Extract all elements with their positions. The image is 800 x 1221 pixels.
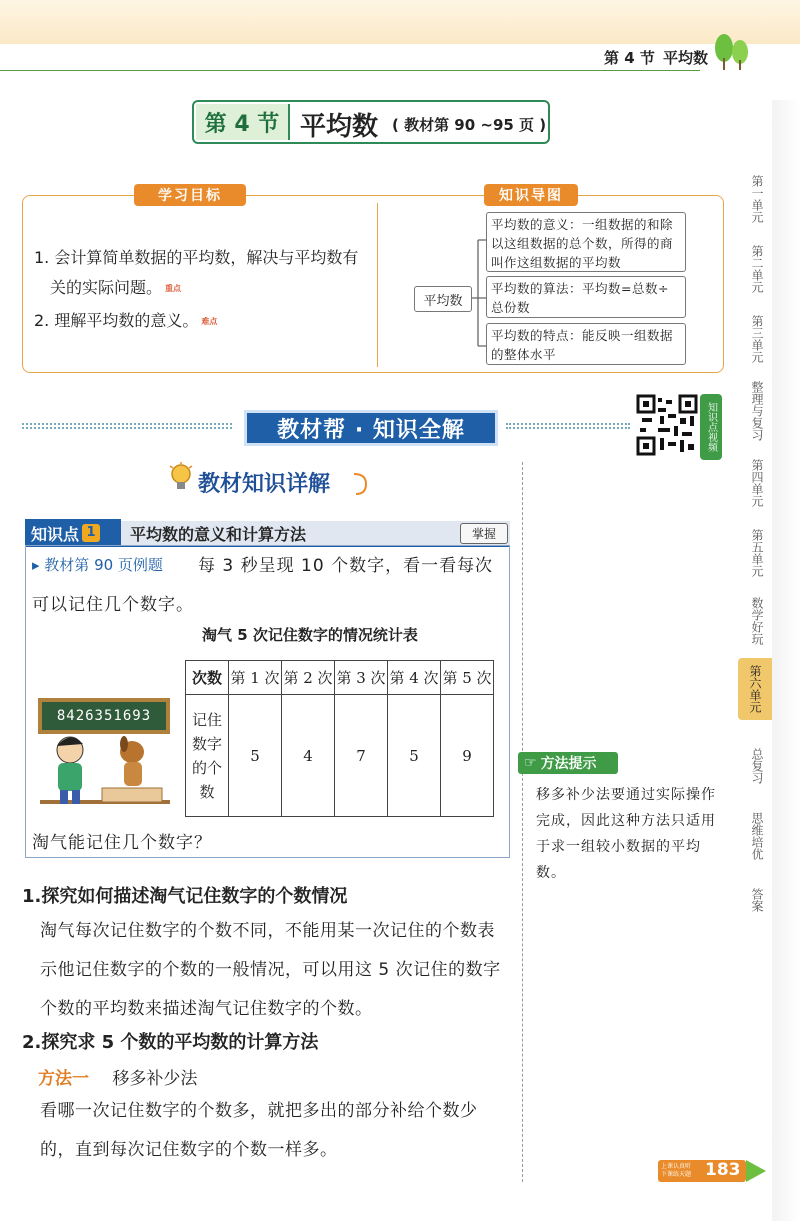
top-band xyxy=(0,0,800,44)
knowledge-point-tag xyxy=(25,519,121,547)
row-label-cell xyxy=(186,695,229,817)
method-line xyxy=(38,1064,197,1089)
kp-tag-label: 知识点 xyxy=(31,524,80,544)
knowledge-point-title: 平均数的意义和计算方法 xyxy=(130,525,307,544)
subtitle: 教材知识详解 xyxy=(198,472,331,497)
example-ref: ▸ 教材第 90 页例题 xyxy=(32,556,163,574)
section-name: 平均数 xyxy=(300,112,379,142)
mindmap-ribbon: 知识导图 xyxy=(484,184,578,206)
banner-dots-left-2 xyxy=(22,427,232,437)
goal-1-text: 1. 会计算简单数据的平均数，解决与平均数有 xyxy=(34,248,359,267)
side-tab[interactable]: 第三单元 xyxy=(750,315,764,363)
kp-number: 1 xyxy=(82,524,100,542)
qr-video-label: 知识点视频 xyxy=(700,394,722,460)
pointing-hand-icon: ☞ xyxy=(524,755,537,771)
footer-note-2: 下课练天题 xyxy=(661,1171,692,1178)
row-label-line: 的个 xyxy=(191,758,222,777)
side-tab[interactable]: 第一单元 xyxy=(750,175,764,223)
mindmap-item-feature: 平均数的特点：能反映一组数据的整体水平 xyxy=(486,323,686,365)
section-label: 第 4 节 xyxy=(196,104,290,140)
column-header: 第 1 次 xyxy=(229,661,282,695)
table-row xyxy=(186,695,494,817)
header-section: 第 4 节 xyxy=(604,49,655,67)
method-tip-tag xyxy=(518,752,618,774)
step-2-heading: 2.探究求 5 个数的平均数的计算方法 xyxy=(22,1032,319,1053)
goal-2-text: 2. 理解平均数的意义。 xyxy=(34,311,199,330)
tip-tag-label: 方法提示 xyxy=(540,756,597,772)
side-tab[interactable]: 数学好玩 xyxy=(750,597,764,645)
row-label-line: 记住 xyxy=(191,710,222,729)
side-tab[interactable]: 第六单元 xyxy=(738,658,772,720)
column-header: 第 2 次 xyxy=(282,661,335,695)
classroom-illustration xyxy=(40,730,170,820)
column-header: 第 5 次 xyxy=(441,661,494,695)
banner-dots-right-2 xyxy=(506,427,630,437)
goals-ribbon: 学习目标 xyxy=(134,184,246,206)
side-tab[interactable]: 第五单元 xyxy=(750,529,764,577)
method-label: 方法一 xyxy=(38,1069,89,1089)
goal-item-1-cont xyxy=(50,273,181,304)
side-tab[interactable]: 总复习 xyxy=(750,748,764,784)
table-cell-value: 7 xyxy=(335,695,388,817)
side-tab[interactable]: 第四单元 xyxy=(750,459,764,507)
example-text-1: 每 3 秒呈现 10 个数字，看一看每次 xyxy=(198,556,494,576)
table-cell-value: 9 xyxy=(441,695,494,817)
method-tip-text: 移多补少法要通过实际操作完成，因此这种方法只适用于求一组较小数据的平均数。 xyxy=(536,787,716,881)
table-header-row xyxy=(186,661,494,695)
example-question: 淘气能记住几个数字？ xyxy=(32,833,212,853)
method-paragraph: 看哪一次记住数字的个数多，就把多出的部分补给个数少的，直到每次记住数字的个数一样多。 xyxy=(40,1101,478,1160)
column-header: 第 4 次 xyxy=(388,661,441,695)
side-tab[interactable]: 思维培优 xyxy=(750,812,764,860)
panel-divider xyxy=(377,203,378,367)
goal-item-1 xyxy=(34,243,358,273)
lightbulb-icon xyxy=(168,462,194,492)
footer-note-1: 上课认真听 xyxy=(661,1163,692,1170)
qr-code-icon[interactable] xyxy=(636,394,698,456)
key-point-badge: 重点 xyxy=(165,283,182,293)
column-divider xyxy=(522,462,523,1182)
mindmap-item-formula: 平均数的算法：平均数=总数÷总份数 xyxy=(486,276,686,318)
step-1-paragraph: 淘气每次记住数字的个数不同，不能用某一次记住的个数表示他记住数字的个数的一般情况，可以用这 5 次记住的数字个数的平均数来描述淘气记住数字的个数。 xyxy=(40,921,501,1019)
banner-title: 教材帮 · 知识全解 xyxy=(244,410,498,446)
section-ref: ( 教材第 90 ~95 页 ) xyxy=(392,116,547,134)
table-cell-value: 5 xyxy=(388,695,441,817)
table-title: 淘气 5 次记住数字的情况统计表 xyxy=(202,626,418,644)
table-cell-value: 4 xyxy=(282,695,335,817)
blackboard: 8426351693 xyxy=(38,698,170,734)
table-cell-value: 5 xyxy=(229,695,282,817)
mastery-badge: 掌握 xyxy=(460,523,508,544)
row-label-line: 数字 xyxy=(191,734,222,753)
method-name: 移多补少法 xyxy=(112,1069,198,1089)
example-text-2: 可以记住几个数字。 xyxy=(32,595,194,615)
goal-1-text2: 关的实际问题。 xyxy=(50,278,163,297)
step-1-heading: 1.探究如何描述淘气记住数字的个数情况 xyxy=(22,886,348,907)
side-tab[interactable]: 整理与复习 xyxy=(750,381,764,441)
stats-table xyxy=(185,660,494,817)
subtitle-bracket xyxy=(352,470,372,496)
header-title: 平均数 xyxy=(663,49,709,67)
header-rule xyxy=(0,70,700,71)
mindmap-item-meaning: 平均数的意义：一组数据的和除以这组数据的总个数，所得的商叫作这组数据的平均数 xyxy=(486,212,686,272)
row-label-line: 数 xyxy=(199,782,215,801)
column-header-label: 次数 xyxy=(186,661,229,695)
tree-icon xyxy=(712,30,752,70)
side-tab[interactable]: 第二单元 xyxy=(750,245,764,293)
footer-note xyxy=(661,1163,691,1179)
difficult-point-badge: 难点 xyxy=(201,316,218,326)
page-edge xyxy=(772,100,800,1221)
side-tab[interactable]: 答案 xyxy=(750,888,764,912)
column-header: 第 3 次 xyxy=(335,661,388,695)
mindmap-root: 平均数 xyxy=(414,286,472,312)
page-number: 183 xyxy=(705,1160,741,1180)
goal-item-2 xyxy=(34,306,217,337)
